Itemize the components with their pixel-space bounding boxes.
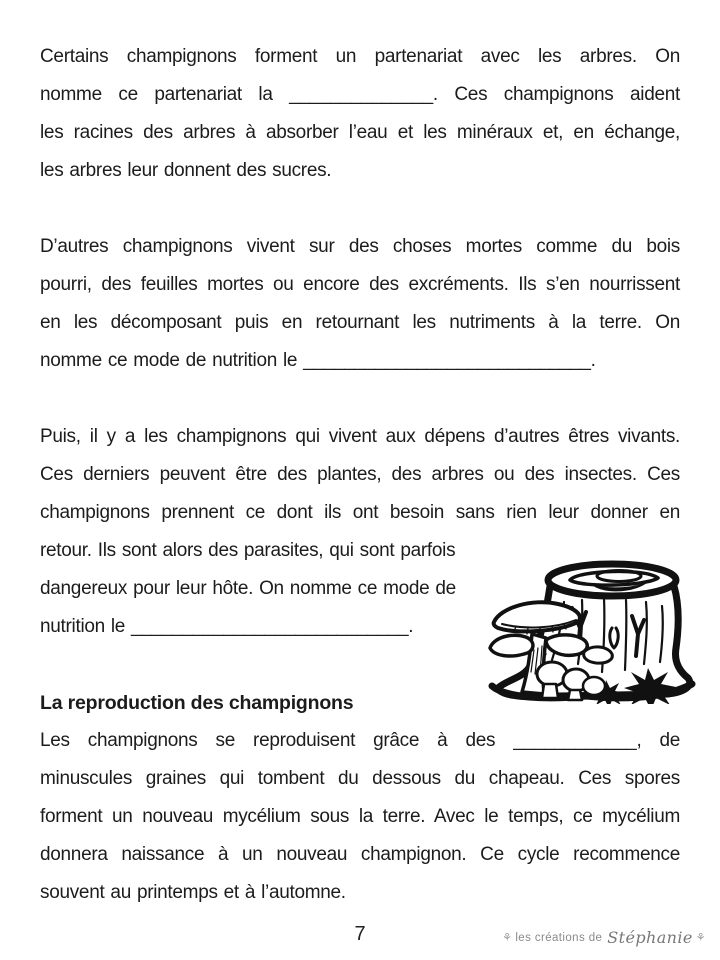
paragraph-parasite-wrapped xyxy=(40,532,470,646)
flower-icon: ⚘ xyxy=(695,932,706,944)
text-line: les arbres leur donnent des sucres. xyxy=(40,160,332,181)
text-line: souvent au printemps et à l’automne. xyxy=(40,882,346,903)
text-line: retour. Ils sont alors des parasites, qui sont parfois xyxy=(40,540,456,561)
brand-prefix: les créations de xyxy=(515,931,603,944)
page-content xyxy=(40,38,680,912)
text-line: forment un nouveau mycélium sous la terre. Avec le temps, ce mycélium xyxy=(40,806,680,827)
text-line: les racines des arbres à absorber l’eau et les minéraux et, en échange, xyxy=(40,122,680,143)
text-line: D’autres champignons vivent sur des choses mortes comme du bois xyxy=(40,236,680,257)
text-line: donnera naissance à un nouveau champignon. Ce cycle recommence xyxy=(40,844,680,865)
stump-mushrooms-icon xyxy=(486,550,702,704)
text-line-with-blank: nomme ce partenariat la ______________. Ces champignons aident xyxy=(40,84,680,105)
text-line: en les décomposant puis en retournant les nutriments à la terre. On xyxy=(40,312,680,333)
text-line: minuscules graines qui tombent du dessous du chapeau. Ces spores xyxy=(40,768,680,789)
text-line: Ces derniers peuvent être des plantes, des arbres ou des insectes. Ces xyxy=(40,464,680,485)
text-line-with-blank: nutrition le ___________________________. xyxy=(40,616,414,637)
text-line: Certains champignons forment un partenariat avec les arbres. On xyxy=(40,46,680,67)
text-line: pourri, des feuilles mortes ou encore des excréments. Ils s’en nourrissent xyxy=(40,274,680,295)
text-line-with-blank: Les champignons se reproduisent grâce à des ____________, de xyxy=(40,730,680,751)
section-heading-reproduction: La reproduction des champignons xyxy=(40,692,354,714)
paragraph-symbiosis xyxy=(40,38,680,190)
text-line: champignons prennent ce dont ils ont besoin sans rien leur donner en xyxy=(40,502,680,523)
brand-name: Stéphanie xyxy=(607,928,693,947)
text-line: Puis, il y a les champignons qui vivent aux dépens d’autres êtres vivants. xyxy=(40,426,680,447)
text-line: dangereux pour leur hôte. On nomme ce mode de xyxy=(40,578,456,599)
text-line-with-blank: nomme ce mode de nutrition le ____________________________. xyxy=(40,350,596,371)
paragraph-reproduction xyxy=(40,722,680,912)
paragraph-saprophyte xyxy=(40,228,680,380)
stump-mushrooms-illustration xyxy=(486,550,702,704)
flower-icon: ⚘ xyxy=(502,932,513,944)
page-number: 7 xyxy=(354,923,366,945)
brand-footer xyxy=(502,928,706,947)
